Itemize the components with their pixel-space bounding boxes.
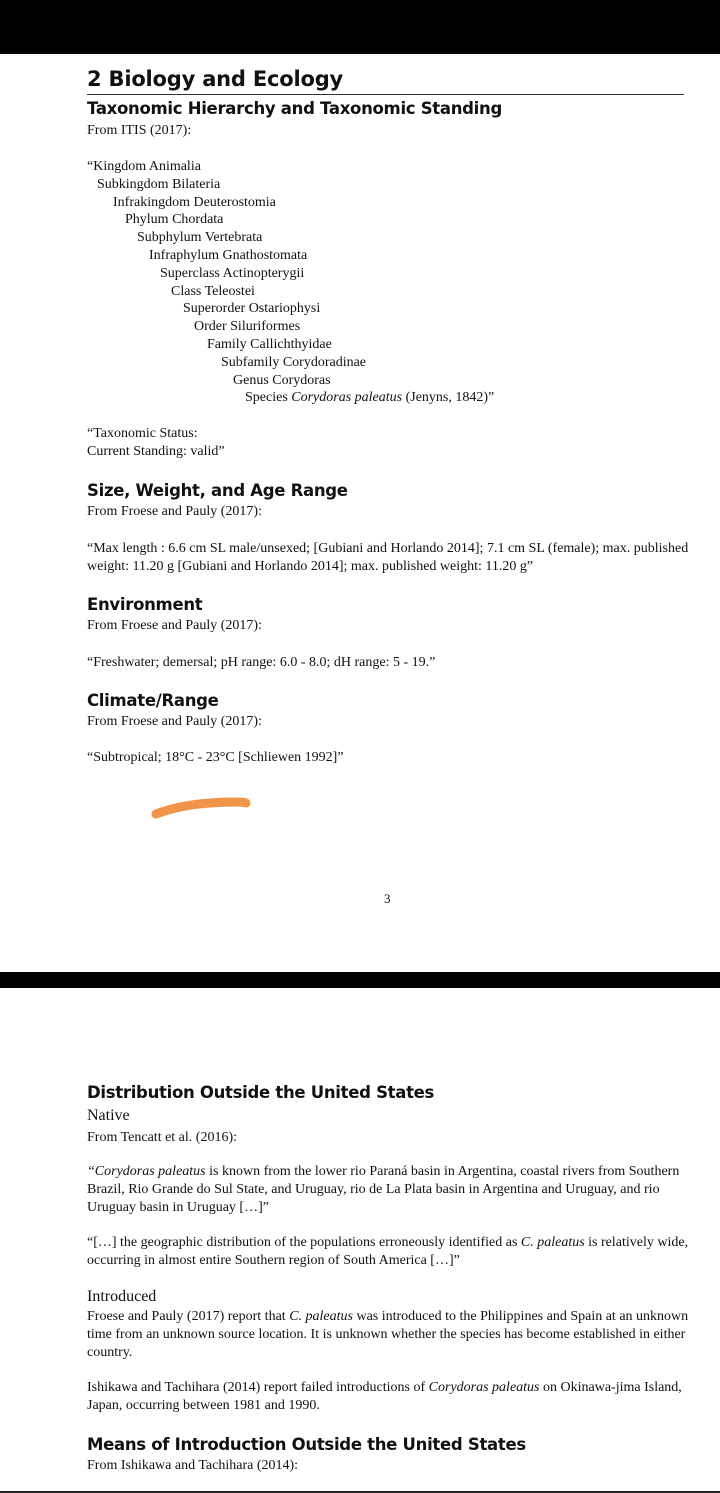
intro1-text: was introduced to the Philippines and Spain at an unknown time from an unknown source location. It is unknown whether the species has become established in either country. (87, 1309, 689, 1360)
native-label: Native (87, 1107, 130, 1124)
size-quote: “Max length : 6.6 cm SL male/unsexed; [Gubiani and Horlando 2014]; 7.1 cm SL (female); max. published weight: 11.20 g [Gubiani and Horlando 2014]; max. published weight: 11.20 g” (87, 541, 689, 574)
intro2-species: Corydoras paleatus (428, 1380, 540, 1395)
climate-quote: “Subtropical; 18°C - 23°C [Schliewen 1992]” (87, 750, 344, 765)
intro1-start: Froese and Pauly (2017) report that (87, 1309, 290, 1324)
climate-heading: Climate/Range (87, 691, 219, 710)
intro2-start: Ishikawa and Tachihara (2014) report failed introductions of (87, 1380, 429, 1395)
quote2-text: is relatively wide, occurring in almost entire Southern region of South America […]” (87, 1235, 689, 1268)
distribution-quote-2 (87, 1234, 692, 1270)
introduced-paragraph-1 (87, 1308, 692, 1362)
species-name: Corydoras paleatus (291, 390, 403, 405)
taxonomic-status-line-1: “Taxonomic Status: (87, 426, 198, 441)
climate-source: From Froese and Pauly (2017): (87, 714, 262, 729)
environment-heading: Environment (87, 595, 203, 614)
taxonomy-species-line (245, 389, 494, 407)
taxonomy-rank-line: Subphylum Vertebrata (137, 230, 263, 246)
means-heading: Means of Introduction Outside the United States (87, 1435, 526, 1454)
size-source: From Froese and Pauly (2017): (87, 504, 262, 519)
distribution-heading: Distribution Outside the United States (87, 1083, 435, 1102)
quote2-species: C. paleatus (520, 1235, 585, 1250)
environment-source: From Froese and Pauly (2017): (87, 618, 262, 633)
intro1-species: C. paleatus (289, 1309, 353, 1324)
species-suffix: (Jenyns, 1842)” (402, 390, 495, 405)
taxonomy-rank-line: Family Callichthyidae (207, 337, 332, 352)
taxonomy-rank-line: Superclass Actinopterygii (160, 265, 305, 281)
taxonomy-rank-line: “Kingdom Animalia (87, 159, 201, 174)
taxonomy-rank-line: Class Teleostei (171, 283, 255, 299)
taxonomy-rank-line: Subkingdom Bilateria (97, 176, 221, 192)
taxonomy-heading: Taxonomic Hierarchy and Taxonomic Standing (87, 99, 502, 118)
page-number: 3 (384, 891, 391, 906)
distribution-source: From Tencatt et al. (2016): (87, 1130, 238, 1145)
taxonomic-status-line-2: Current Standing: valid” (87, 444, 225, 459)
taxonomy-rank-line: Genus Corydoras (233, 372, 331, 388)
taxonomy-rank-line: Infrakingdom Deuterostomia (113, 194, 276, 210)
taxonomy-rank-line: Superorder Ostariophysi (183, 301, 321, 317)
means-source: From Ishikawa and Tachihara (2014): (87, 1458, 299, 1473)
taxonomy-source: From ITIS (2017): (87, 123, 192, 138)
intro2-text: on Okinawa-jima Island, Japan, occurring between 1981 and 1990. (87, 1380, 682, 1413)
distribution-quote-1 (87, 1163, 692, 1217)
quote1-species: “Corydoras paleatus (87, 1164, 206, 1179)
species-prefix: Species (245, 390, 292, 405)
taxonomy-rank-line: Order Siluriformes (194, 319, 301, 335)
orange-pen-stroke (150, 795, 254, 821)
taxonomy-rank-line: Subfamily Corydoradinae (221, 354, 367, 370)
section-title: 2 Biology and Ecology (87, 64, 684, 95)
top-black-bar (0, 0, 720, 54)
taxonomy-rank-line: Phylum Chordata (125, 212, 224, 228)
quote2-start: “[…] the geographic distribution of the populations erroneously identified as (87, 1235, 521, 1250)
page-separator-bar (0, 972, 720, 988)
introduced-paragraph-2 (87, 1379, 692, 1415)
environment-quote: “Freshwater; demersal; pH range: 6.0 - 8.0; dH range: 5 - 19.” (87, 655, 436, 670)
quote1-text: is known from the lower rio Paraná basin in Argentina, coastal rivers from Southern Brazil, Rio Grande do Sul State, and Uruguay, rio de La Plata basin in Argentina and Uruguay, and rio Uruguay basin in Uruguay […]” (87, 1164, 680, 1215)
taxonomy-rank-line: Infraphylum Gnathostomata (149, 248, 308, 263)
size-heading: Size, Weight, and Age Range (87, 481, 348, 500)
introduced-label: Introduced (87, 1288, 157, 1305)
